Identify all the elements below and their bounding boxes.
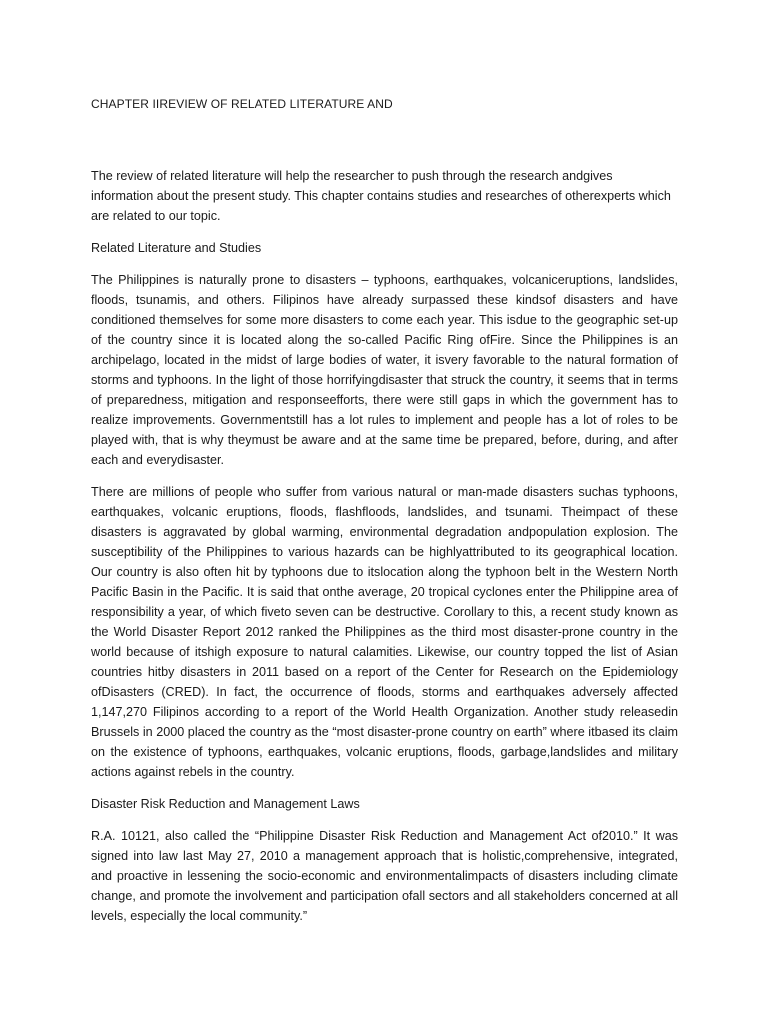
intro-paragraph: The review of related literature will help the researcher to push through the research andgives information about the present study. This chapter contains studies and researches of otherexperts which are related to our topic. xyxy=(91,169,671,223)
chapter-title: CHAPTER IIREVIEW OF RELATED LITERATURE AND xyxy=(91,97,393,111)
document-page xyxy=(91,94,678,938)
section-heading-related-literature: Related Literature and Studies xyxy=(91,241,262,255)
section-heading-drrm-laws: Disaster Risk Reduction and Management Laws xyxy=(91,797,360,811)
body-paragraph-ra-10121: R.A. 10121, also called the “Philippine Disaster Risk Reduction and Management Act of2010.” It was signed into law last May 27, 2010 a management approach that is holistic,comprehensive, integrated, and proactive in lessening the socio-economic and environmentalimpacts of disasters including climate change, and promote the involvement and participation ofall sectors and all stakeholders concerned at all levels, especially the local community.” xyxy=(91,829,678,923)
body-paragraph-disaster-impact: There are millions of people who suffer from various natural or man-made disasters suchas typhoons, earthquakes, volcanic eruptions, floods, flashfloods, landslides, and tsunami. Theimpact of these disasters is aggravated by global warming, environmental degradation andpopulation explosion. The susceptibility of the Philippines to various hazards can be highlyattributed to its geographical location. Our country is also often hit by typhoons due to itslocation along the typhoon belt in the Western North Pacific Basin in the Pacific. It is said that onthe average, 20 tropical cyclones enter the Philippine area of responsibility a year, of which fiveto seven can be destructive. Corollary to this, a recent study known as the World Disaster Report 2012 ranked the Philippines as the third most disaster-prone country in the world because of itshigh exposure to natural calamities. Likewise, our country topped the list of Asian countries hitby disasters in 2011 based on a report of the Center for Research on the Epidemiology ofDisasters (CRED). In fact, the occurrence of floods, storms and earthquakes adversely affected 1,147,270 Filipinos according to a report of the World Health Organization. Another study releasedin Brussels in 2000 placed the country as the “most disaster-prone country on earth” where itbased its claim on the existence of typhoons, earthquakes, volcanic eruptions, floods, garbage,landslides and military actions against rebels in the country. xyxy=(91,485,678,779)
body-paragraph-philippines-disasters: The Philippines is naturally prone to disasters – typhoons, earthquakes, volcaniceruptions, landslides, floods, tsunamis, and others. Filipinos have already surpassed these kindsof disasters and have conditioned themselves for some more disasters to come each year. This isdue to the geographic set-up of the country since it is located along the so-called Pacific Ring ofFire. Since the Philippines is an archipelago, located in the midst of large bodies of water, it isvery favorable to the natural formation of storms and typhoons. In the light of those horrifyingdisaster that struck the country, it seems that in terms of preparedness, mitigation and responseefforts, there were still gaps in which the government has to realize improvements. Governmentstill has a lot rules to implement and people has a lot of roles to be played with, that is why theymust be aware and at the same time be prepared, before, during, and after each and everydisaster. xyxy=(91,273,678,467)
